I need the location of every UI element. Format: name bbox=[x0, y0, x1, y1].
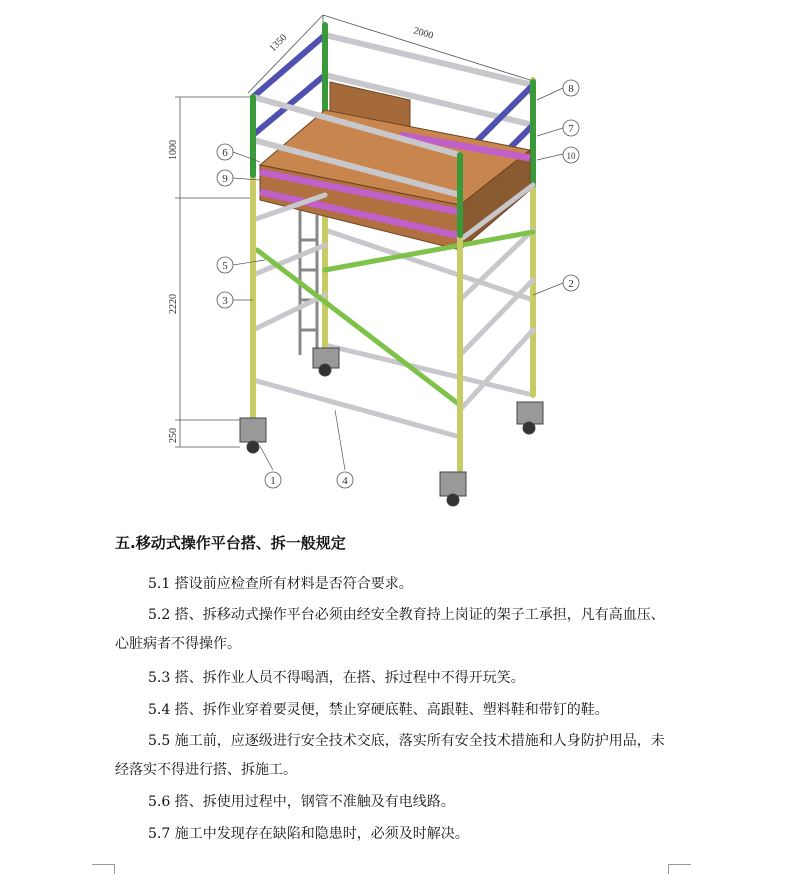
paragraph-5-6: 5.6 搭、拆使用过程中，钢管不准触及有电线路。 bbox=[148, 794, 455, 810]
callout-6: 6 bbox=[222, 147, 228, 159]
paragraph-5-7: 5.7 施工中发现存在缺陷和隐患时，必须及时解决。 bbox=[148, 826, 469, 842]
paragraph-5-1: 5.1 搭设前应检查所有材料是否符合要求。 bbox=[148, 576, 413, 592]
paragraph-5-5: 5.5 施工前，应逐级进行安全技术交底，落实所有安全技术措施和人身防护用品，未经落实不得进行搭、拆施工。 bbox=[115, 733, 665, 778]
scaffold-figure bbox=[145, 0, 655, 512]
callout-7: 7 bbox=[568, 123, 574, 135]
paragraph-5-4: 5.4 搭、拆作业穿着要灵便，禁止穿硬底鞋、高跟鞋、塑料鞋和带钉的鞋。 bbox=[148, 702, 609, 718]
callout-10: 10 bbox=[566, 151, 576, 161]
callout-3: 3 bbox=[222, 295, 228, 307]
paragraph-5-2: 5.2 搭、拆移动式操作平台必须由经安全教育持上岗证的架子工承担，凡有高血压、心脏病者不得操作。 bbox=[115, 607, 665, 652]
scaffold-drawing bbox=[145, 0, 655, 512]
callout-1: 1 bbox=[270, 475, 276, 487]
dim-caster-height: 250 bbox=[168, 428, 179, 443]
dim-width: 2000 bbox=[412, 25, 435, 42]
callout-4: 4 bbox=[342, 475, 348, 487]
dim-guardrail-height: 1000 bbox=[168, 140, 179, 160]
callout-8: 8 bbox=[568, 83, 574, 95]
section-heading: 五.移动式操作平台搭、拆一般规定 bbox=[115, 534, 346, 552]
callout-5: 5 bbox=[222, 260, 228, 272]
callout-9: 9 bbox=[222, 173, 228, 185]
callout-2: 2 bbox=[568, 278, 574, 290]
paragraph-5-3: 5.3 搭、拆作业人员不得喝酒，在搭、拆过程中不得开玩笑。 bbox=[148, 670, 525, 686]
dim-frame-height: 2220 bbox=[168, 294, 179, 314]
dim-depth: 1350 bbox=[267, 32, 290, 55]
